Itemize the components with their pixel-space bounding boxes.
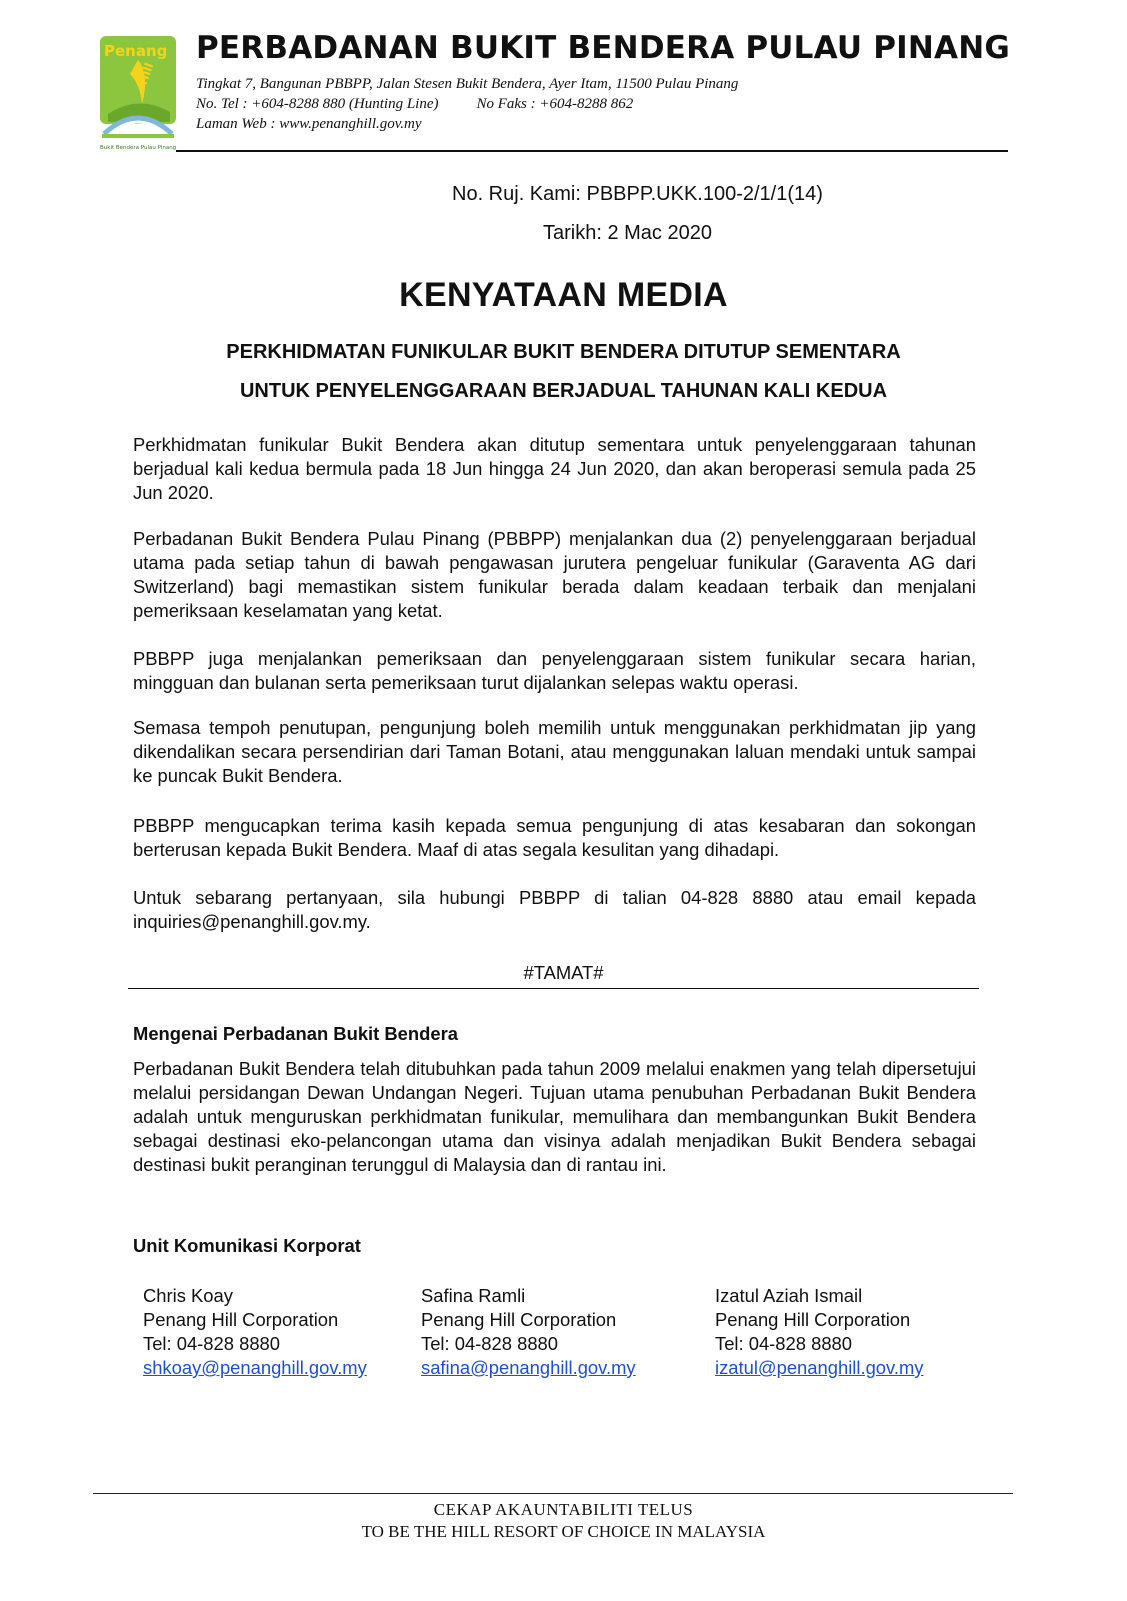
body-paragraph-3: PBBPP juga menjalankan pemeriksaan dan penyelenggaraan sistem funikular secara harian, mingguan dan bulanan serta pemeriksaan turut dijalankan selepas waktu operasi. bbox=[133, 648, 976, 693]
penang-hill-logo bbox=[98, 34, 178, 152]
contact-organization: Penang Hill Corporation bbox=[143, 1309, 339, 1330]
contact-telephone: Tel: 04-828 8880 bbox=[143, 1333, 281, 1354]
footer-divider bbox=[93, 1493, 1013, 1494]
contact-email-link[interactable]: safina@penanghill.gov.my bbox=[421, 1357, 636, 1378]
contact-telephone: Tel: 04-828 8880 bbox=[421, 1333, 559, 1354]
reference-number: No. Ruj. Kami: PBBPP.UKK.100-2/1/1(14) bbox=[452, 183, 823, 205]
contact-telephone: Tel: 04-828 8880 bbox=[715, 1333, 853, 1354]
contact-email-link[interactable]: shkoay@penanghill.gov.my bbox=[143, 1357, 367, 1378]
body-paragraph-1: Perkhidmatan funikular Bukit Bendera akan ditutup sementara untuk penyelenggaraan tahunan berjadual kali kedua bermula pada 18 Jun hingga 24 Jun 2020, dan akan beroperasi semula pada 25 Jun 2020. bbox=[133, 434, 976, 503]
logo-text-main: Penang bbox=[104, 42, 168, 60]
contact-line bbox=[196, 96, 633, 113]
organization-name: PERBADANAN BUKIT BENDERA PULAU PINANG bbox=[196, 30, 1011, 66]
about-heading: Mengenai Perbadanan Bukit Bendera bbox=[133, 1023, 458, 1044]
subtitle-line-2: UNTUK PENYELENGGARAAN BERJADUAL TAHUNAN KALI KEDUA bbox=[239, 380, 888, 402]
body-paragraph-4: Semasa tempoh penutupan, pengunjung boleh memilih untuk menggunakan perkhidmatan jip yang dikendalikan secara persendirian dari Taman Botani, atau menggunakan laluan mendaki untuk sampai ke puncak Bukit Bendera. bbox=[133, 717, 976, 786]
contact-email-link[interactable]: izatul@penanghill.gov.my bbox=[715, 1357, 924, 1378]
contact-block-2 bbox=[421, 1284, 636, 1380]
document-date: Tarikh: 2 Mac 2020 bbox=[543, 222, 712, 244]
footer-vision: TO BE THE HILL RESORT OF CHOICE IN MALAYSIA bbox=[361, 1522, 766, 1541]
website-line[interactable]: Laman Web : www.penanghill.gov.my bbox=[196, 116, 422, 132]
body-paragraph-6: Untuk sebarang pertanyaan, sila hubungi PBBPP di talian 04-828 8880 atau email kepada inquiries@penanghill.gov.my. bbox=[133, 887, 976, 932]
contact-organization: Penang Hill Corporation bbox=[715, 1309, 911, 1330]
document-title: KENYATAAN MEDIA bbox=[399, 276, 728, 314]
contact-name: Chris Koay bbox=[143, 1285, 233, 1306]
header-divider bbox=[176, 150, 1008, 152]
logo-caption: Bukit Bendera Pulau Pinang bbox=[100, 145, 177, 151]
unit-heading: Unit Komunikasi Korporat bbox=[133, 1235, 361, 1256]
footer-values: CEKAP AKAUNTABILITI TELUS bbox=[433, 1500, 694, 1519]
address-line: Tingkat 7, Bangunan PBBPP, Jalan Stesen Bukit Bendera, Ayer Itam, 11500 Pulau Pinang bbox=[196, 76, 739, 92]
end-marker: #TAMAT# bbox=[523, 962, 604, 983]
contact-name: Izatul Aziah Ismail bbox=[715, 1285, 863, 1306]
body-paragraph-2: Perbadanan Bukit Bendera Pulau Pinang (PBBPP) menjalankan dua (2) penyelenggaraan berjadual utama pada setiap tahun di bawah pengawasan jurutera pengeluar funikular (Garaventa AG dari Switzerland) bagi memastikan sistem funikular berada dalam keadaan terbaik dan menjalani pemeriksaan keselamatan yang ketat. bbox=[133, 528, 976, 621]
body-paragraph-5: PBBPP mengucapkan terima kasih kepada semua pengunjung di atas kesabaran dan sokongan berterusan kepada Bukit Bendera. Maaf di atas segala kesulitan yang dihadapi. bbox=[133, 815, 976, 860]
logo-text-sub: Hill bbox=[135, 60, 157, 87]
subtitle-line-1: PERKHIDMATAN FUNIKULAR BUKIT BENDERA DITUTUP SEMENTARA bbox=[226, 341, 901, 363]
about-paragraph: Perbadanan Bukit Bendera telah ditubuhkan pada tahun 2009 melalui enakmen yang telah dipersetujui melalui persidangan Dewan Undangan Negeri. Tujuan utama penubuhan Perbadanan Bukit Bendera adalah untuk menguruskan perkhidmatan funikular, memulihara dan membangunkan Bukit Bendera sebagai destinasi eko-pelancongan utama dan visinya adalah menjadikan Bukit Bendera sebagai destinasi bukit peranginan terunggul di Malaysia dan di rantau ini. bbox=[133, 1058, 976, 1175]
contact-block-1 bbox=[143, 1284, 367, 1380]
contact-name: Safina Ramli bbox=[421, 1285, 526, 1306]
contact-organization: Penang Hill Corporation bbox=[421, 1309, 617, 1330]
telephone-number: No. Tel : +604-8288 880 (Hunting Line) bbox=[196, 96, 439, 112]
contact-block-3 bbox=[715, 1284, 923, 1380]
end-divider bbox=[128, 988, 979, 989]
fax-number: No Faks : +604-8288 862 bbox=[476, 96, 634, 112]
